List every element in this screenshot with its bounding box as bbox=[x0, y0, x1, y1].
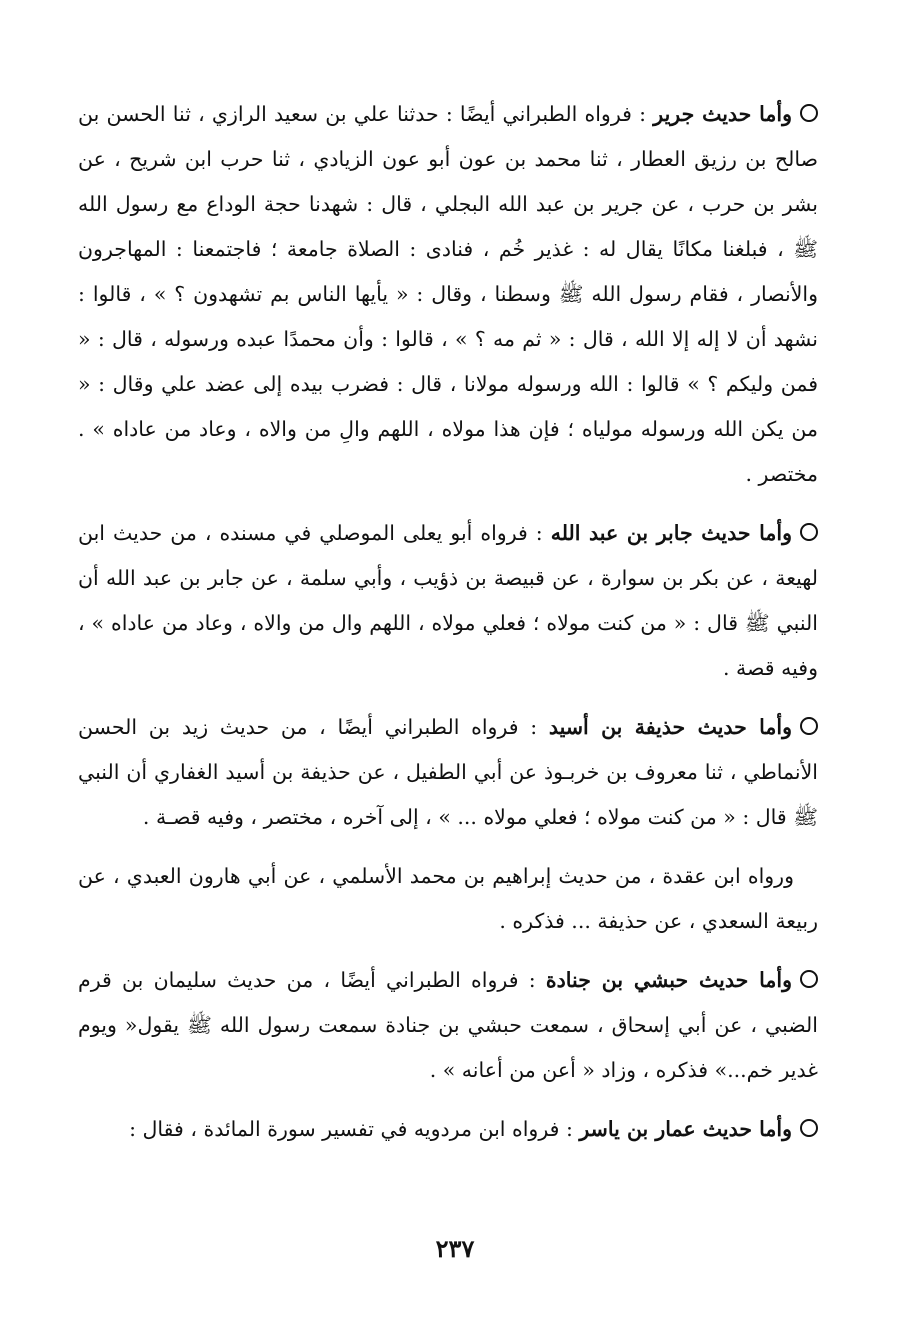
paragraph-text: : فرواه الطبراني أيضًا ، من حديث زيد بن الحسن الأنماطي ، ثنا معروف بن خربـوذ عن أبي الطفيل ، عن حذيفة بن أسيد الغفاري أن النبي ﷺ قال : « من كنت مولاه ؛ فعلي مولاه ... » ، إلى آخره ، مختصر ، وفيه قصـة . bbox=[78, 715, 818, 829]
paragraph-hudhayfa bbox=[78, 705, 818, 840]
paragraph-ibn-uqda bbox=[78, 854, 818, 944]
page-body bbox=[78, 92, 818, 1152]
paragraph-heading: وأما حديث عمار بن ياسر bbox=[579, 1117, 792, 1141]
paragraph-text: : فرواه أبو يعلى الموصلي في مسنده ، من حديث ابن لهيعة ، عن بكر بن سوارة ، عن قبيصة بن ذؤيب ، وأبي سلمة ، عن جابر بن عبد الله أن النبي ﷺ قال : « من كنت مولاه ؛ فعلي مولاه ، اللهم وال من والاه ، وعاد من عاداه » ، وفيه قصة . bbox=[78, 521, 818, 680]
paragraph-hubshi bbox=[78, 958, 818, 1093]
page-number: ٢٣٧ bbox=[435, 1234, 475, 1263]
paragraph-heading: وأما حديث حذيفة بن أسيد bbox=[548, 715, 792, 739]
paragraph-heading: وأما حديث جابر بن عبد الله bbox=[550, 521, 792, 545]
paragraph-jabir bbox=[78, 511, 818, 691]
paragraph-jarir bbox=[78, 92, 818, 497]
paragraph-text: : فرواه الطبراني أيضًا : حدثنا علي بن سعيد الرازي ، ثنا الحسن بن صالح بن رزيق العطار ، ثنا محمد بن عون أبو عون الزيادي ، ثنا حرب ابن شريح ، عن بشر بن حرب ، عن جرير بن عبد الله البجلي ، قال : شهدنا حجة الوداع مع رسول الله ﷺ ، فبلغنا مكانًا يقال له : غذير خُم ، فنادى : الصلاة جامعة ؛ فاجتمعنا : المهاجرون والأنصار ، فقام رسول الله ﷺ وسطنا ، وقال : « يأيها الناس بم تشهدون ؟ » ، قالوا : نشهد أن لا إله إلا الله ، قال : « ثم مه ؟ » ، قالوا : وأن محمدًا عبده ورسوله ، قال : « فمن وليكم ؟ » قالوا : الله ورسوله مولانا ، قال : فضرب بيده إلى عضد علي وقال : « من يكن الله ورسوله مولياه ؛ فإن هذا مولاه ، اللهم والِ من والاه ، وعاد من عاداه » . مختصر . bbox=[78, 102, 818, 486]
paragraph-heading: وأما حديث حبشي بن جنادة bbox=[545, 968, 792, 992]
circle-marker-icon bbox=[800, 523, 818, 541]
paragraph-text: : فرواه الطبراني أيضًا ، من حديث سليمان بن قرم الضبي ، عن أبي إسحاق ، سمعت حبشي بن جنادة سمعت رسول الله ﷺ يقول« ويوم غدير خم...» فذكره ، وزاد « أعن من أعانه » . bbox=[78, 968, 818, 1082]
circle-marker-icon bbox=[800, 717, 818, 735]
circle-marker-icon bbox=[800, 1119, 818, 1137]
paragraph-heading: وأما حديث جرير bbox=[653, 102, 792, 126]
paragraph-text: ورواه ابن عقدة ، من حديث إبراهيم بن محمد الأسلمي ، عن أبي هارون العبدي ، عن ربيعة السعدي ، عن حذيفة ... فذكره . bbox=[78, 864, 818, 933]
paragraph-text: : فرواه ابن مردويه في تفسير سورة المائدة ، فقال : bbox=[129, 1117, 580, 1141]
circle-marker-icon bbox=[800, 970, 818, 988]
paragraph-ammar bbox=[78, 1107, 818, 1152]
circle-marker-icon bbox=[800, 104, 818, 122]
